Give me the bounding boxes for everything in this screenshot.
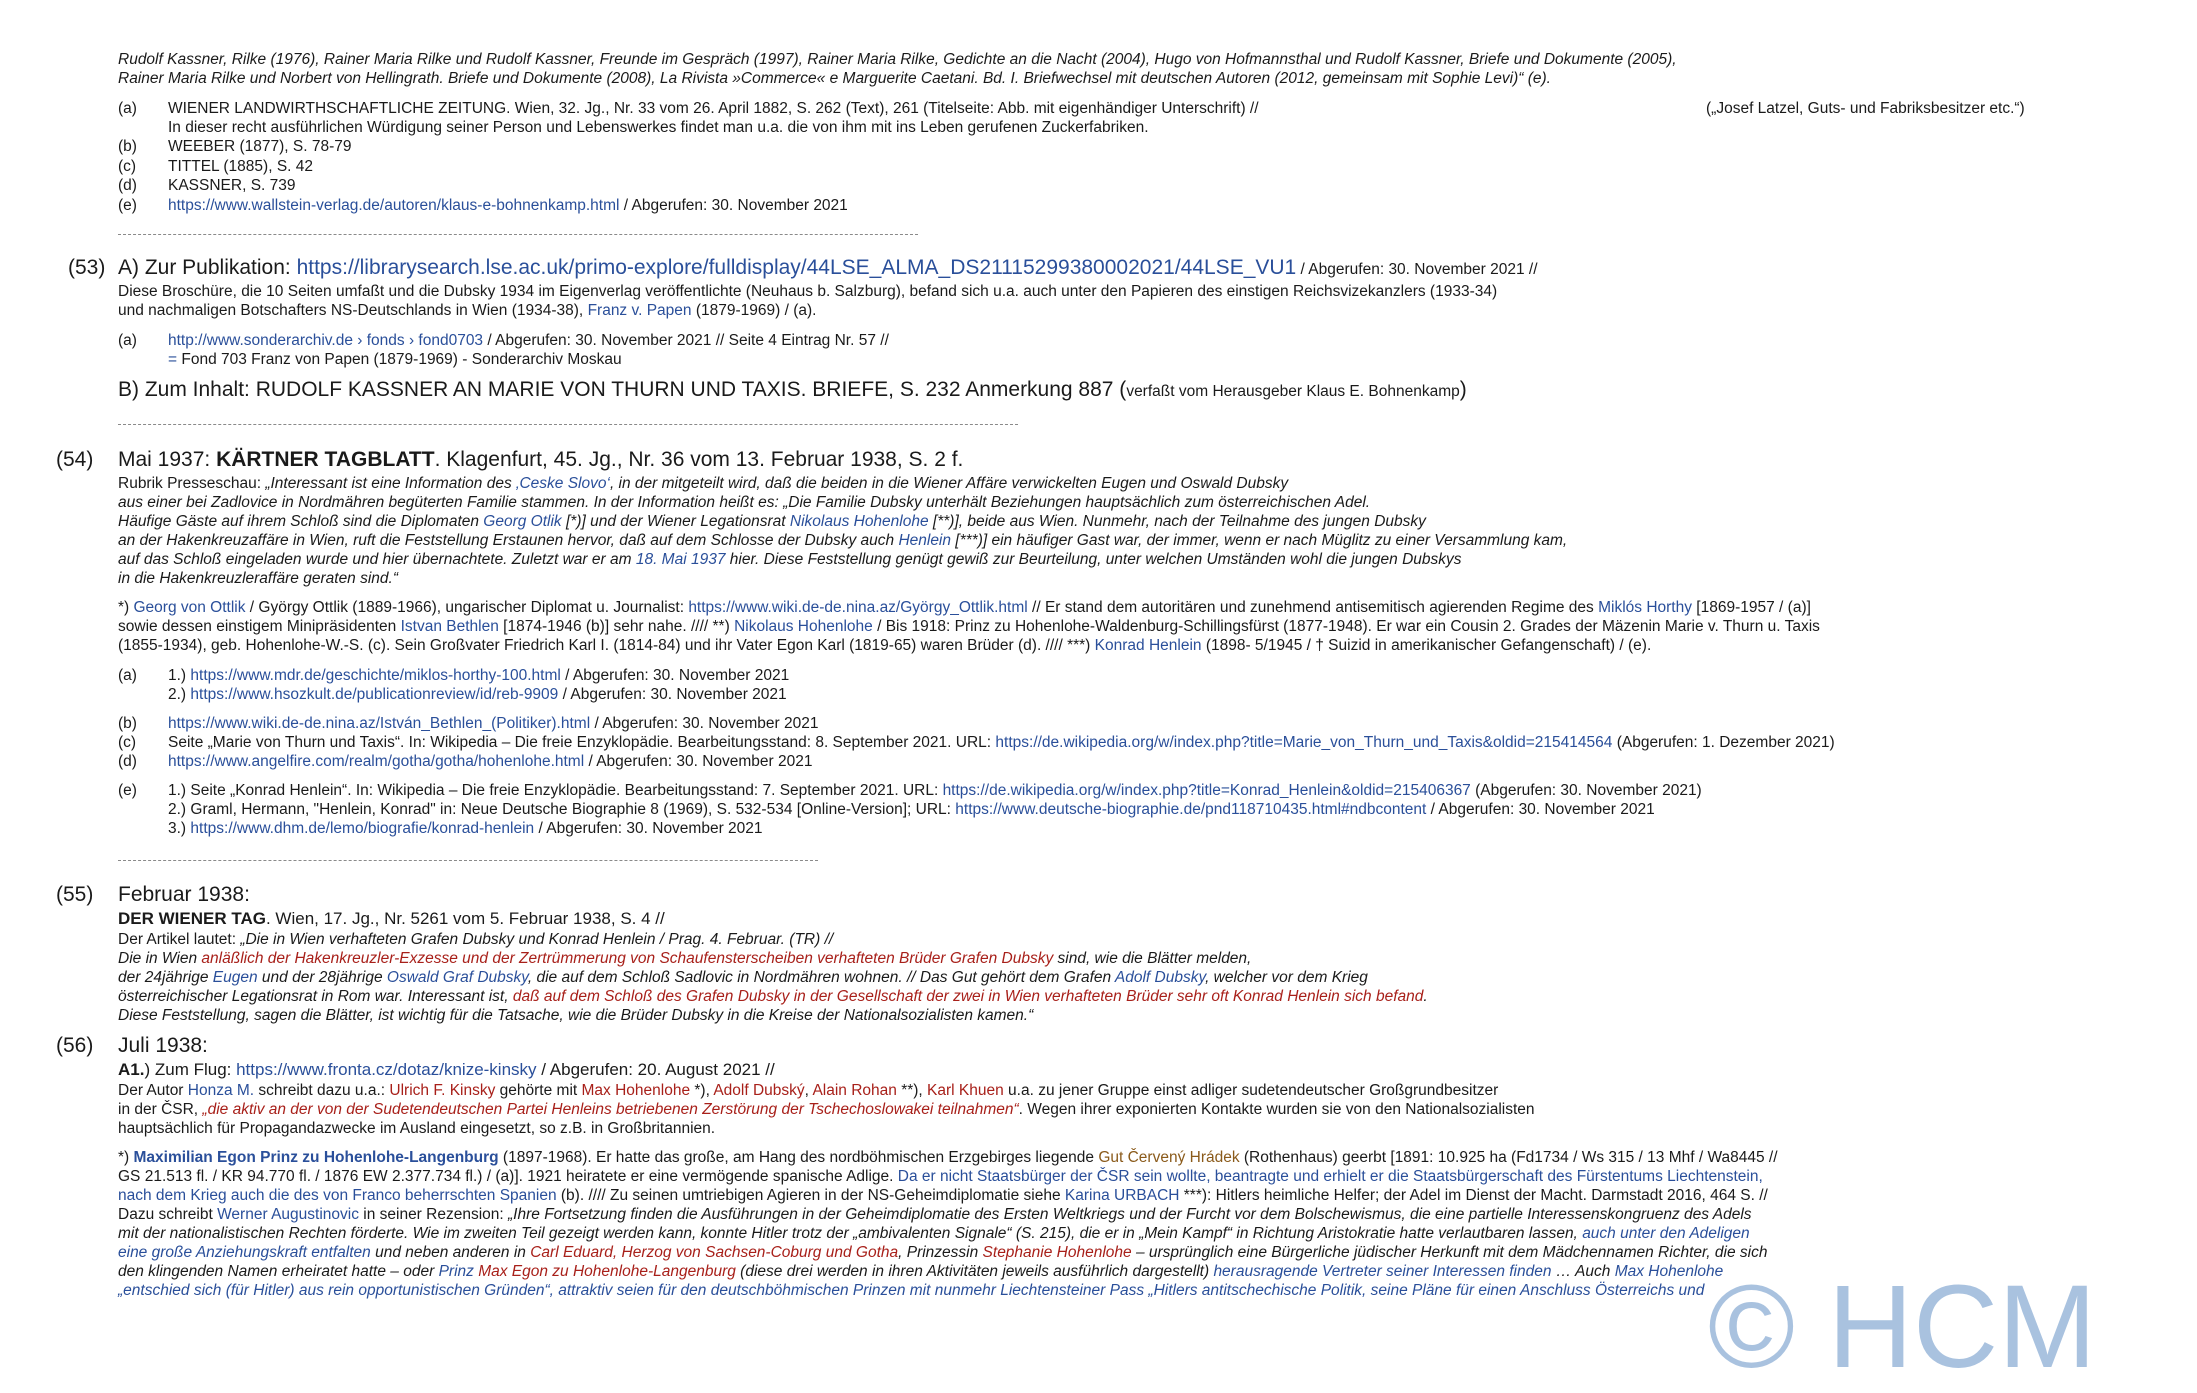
- entry-heading: Februar 1938:: [118, 883, 250, 906]
- text-line: Die in Wien anläßlich der Hakenkreuzler-Exzesse und der Zertrümmerung von Schaufensterscheiben verhafteten Brüder Grafen Dubsky sind, wie die Blätter melden,: [118, 950, 1252, 967]
- divider: [118, 860, 818, 861]
- text-line: A1.) Zum Flug: https://www.fronta.cz/dotaz/knize-kinsky / Abgerufen: 20. August 2021 //: [118, 1060, 775, 1079]
- divider: [118, 424, 1018, 425]
- text-line: http://www.sonderarchiv.de › fonds › fond0703 / Abgerufen: 30. November 2021 // Seite 4 Eintrag Nr. 57 //: [168, 332, 889, 349]
- entry-number: (54): [56, 448, 94, 471]
- text-line: WEEBER (1877), S. 78-79: [168, 138, 352, 155]
- text-line: („Josef Latzel, Guts- und Fabriksbesitzer etc.“): [1706, 100, 2025, 117]
- link[interactable]: https://librarysearch.lse.ac.uk/primo-explore/fulldisplay/44LSE_ALMA_DS21115299380002021/44LSE_VU1: [296, 256, 1297, 279]
- text-line: auf das Schloß eingeladen wurde und hier übernachtete. Zuletzt war er am 18. Mai 1937 hier. Diese Feststellung genügt gewiß zur Beurteilung, unter welchen Umständen wohl die jungen Dubskys: [118, 551, 1462, 568]
- text-line: *) Georg von Ottlik / György Ottlik (1889-1966), ungarischer Diplomat u. Journalist: https://www.wiki.de-de.nina.az/György_Ottlik.html // Er stand dem autoritären und zunehmend antisemitisch agierenden Regime des Miklós Horthy [1869-1957 / (a)]: [118, 599, 1811, 616]
- text-line: In dieser recht ausführlichen Würdigung seiner Person und Lebenswerkes findet man u.a. die von ihm mit ins Leben gerufenen Zuckerfabriken.: [168, 119, 1149, 136]
- footnote-label: (b): [118, 138, 137, 155]
- person-link[interactable]: Nikolaus Hohenlohe: [734, 618, 873, 635]
- text-line: und nachmaligen Botschafters NS-Deutschlands in Wien (1934-38), Franz v. Papen (1879-1969) / (a).: [118, 302, 817, 319]
- text-line: sowie dessen einstigem Minipräsidenten Istvan Bethlen [1874-1946 (b)] sehr nahe. //// **) Nikolaus Hohenlohe / Bis 1918: Prinz zu Hohenlohe-Waldenburg-Schillingsfürst (1877-1948). Er war ein Cousin 2. Grades der Mäzenin Marie v. Thurn u. Taxis: [118, 618, 1820, 635]
- text-line: WIENER LANDWIRTHSCHAFTLICHE ZEITUNG. Wien, 32. Jg., Nr. 33 vom 26. April 1882, S. 262 (Text), 261 (Titelseite: Abb. mit eigenhändiger Unterschrift) //: [168, 100, 1259, 117]
- text-line: DER WIENER TAG. Wien, 17. Jg., Nr. 5261 vom 5. Februar 1938, S. 4 //: [118, 909, 665, 928]
- link[interactable]: https://de.wikipedia.org/w/index.php?title=Konrad_Henlein&oldid=215406367: [942, 782, 1471, 799]
- text-line: „entschied sich (für Hitler) aus rein opportunistischen Gründen“, attraktiv seien für den deutschböhmischen Prinzen mit nunmehr Liechtensteiner Pass „Hitlers antitschechische Politik, seine Pläne für einen Anschluss Österreichs und: [118, 1282, 1705, 1299]
- link[interactable]: https://www.angelfire.com/realm/gotha/gotha/hohenlohe.html: [168, 753, 585, 770]
- link[interactable]: https://www.wallstein-verlag.de/autoren/klaus-e-bohnenkamp.html: [168, 197, 620, 214]
- link[interactable]: https://www.hsozkult.de/publicationreview/id/reb-9909: [190, 686, 559, 703]
- link[interactable]: https://de.wikipedia.org/w/index.php?title=Marie_von_Thurn_und_Taxis&oldid=215414564: [995, 734, 1613, 751]
- text-line: (1855-1934), geb. Hohenlohe-W.-S. (c). Sein Großvater Friedrich Karl I. (1814-84) und ihr Vater Egon Karl (1819-65) waren Brüder (d). //// ***) Konrad Henlein (1898- 5/1945 / † Suizid in amerikanischer Gefangenschaft) / (e).: [118, 637, 1652, 654]
- footnote-label: (c): [118, 158, 137, 175]
- footnote-label: (b): [118, 715, 137, 732]
- footnote-label: (e): [118, 197, 137, 214]
- text-line: 1.) Seite „Konrad Henlein“. In: Wikipedia – Die freie Enzyklopädie. Bearbeitungsstand: 7. September 2021. URL: https://de.wikipedia.org/w/index.php?title=Konrad_Henlein&oldid=215406367 (Abgerufen: 30. November 2021): [168, 782, 1702, 799]
- text-line: nach dem Krieg auch die des von Franco beherrschten Spanien (b). //// Zu seinen umtriebigen Agieren in der NS-Geheimdiplomatie siehe Karina URBACH ***): Hitlers heimliche Helfer; der Adel im Dienst der Macht. Darmstadt 2016, 464 S. //: [118, 1187, 1768, 1204]
- text-line: Diese Broschüre, die 10 Seiten umfaßt und die Dubsky 1934 im Eigenverlag veröffentlichte (Neuhaus b. Salzburg), befand sich u.a. auch unter den Papieren des einstigen Reichsvizekanzlers (1933-34): [118, 283, 1498, 300]
- text-line: aus einer bei Zadlovice in Nordmähren begüterten Familie stammen. In der Information heißt es: „Die Familie Dubsky unterhält Beziehungen hauptsächlich zum österreichischen Adel.: [118, 494, 1371, 511]
- footnote-label: (a): [118, 332, 137, 349]
- link[interactable]: https://www.fronta.cz/dotaz/knize-kinsky: [236, 1060, 537, 1079]
- text-line: *) Maximilian Egon Prinz zu Hohenlohe-Langenburg (1897-1968). Er hatte das große, am Hang des nordböhmischen Erzgebirges liegende Gut Červený Hrádek (Rothenhaus) geerbt [1891: 10.925 ha (Fd1734 / Ws 315 / 13 Mhf / Wa8445 //: [118, 1149, 1778, 1166]
- divider: [118, 234, 918, 235]
- link[interactable]: https://www.wiki.de-de.nina.az/György_Ottlik.html: [688, 599, 1028, 616]
- link[interactable]: http://www.sonderarchiv.de › fonds › fond0703: [168, 332, 484, 349]
- watermark: © HCM: [1708, 1261, 2097, 1393]
- text-line: https://www.angelfire.com/realm/gotha/gotha/hohenlohe.html / Abgerufen: 30. November 2021: [168, 753, 813, 770]
- person-link[interactable]: Georg Otlik: [483, 513, 562, 530]
- person-link[interactable]: Georg von Ottlik: [133, 599, 246, 616]
- link[interactable]: https://www.wiki.de-de.nina.az/István_Bethlen_(Politiker).html: [168, 715, 591, 732]
- text-line: an der Hakenkreuzaffäre in Wien, ruft die Feststellung Erstaunen hervor, daß auf dem Schlosse der Dubsky auch Henlein [***)] ein häufiger Gast war, der immer, wenn er nach Müglitz zu einer Versammlung kam,: [118, 532, 1568, 549]
- person-link[interactable]: Konrad Henlein: [1094, 637, 1202, 654]
- text-line: 2.) Graml, Hermann, "Henlein, Konrad" in: Neue Deutsche Biographie 8 (1969), S. 532-534 [Online-Version]; URL: https://www.deutsche-biographie.de/pnd118710435.html#ndbcontent / Abgerufen: 30. November 2021: [168, 801, 1655, 818]
- text-line: https://www.wallstein-verlag.de/autoren/klaus-e-bohnenkamp.html / Abgerufen: 30. November 2021: [168, 197, 848, 214]
- person-link[interactable]: Istvan Bethlen: [400, 618, 499, 635]
- text-line: der 24jährige Eugen und der 28jährige Oswald Graf Dubsky, die auf dem Schloß Sadlovic in Nordmähren wohnen. // Das Gut gehört dem Grafen Adolf Dubsky, welcher vor dem Krieg: [118, 969, 1368, 986]
- text-line: Rudolf Kassner, Rilke (1976), Rainer Maria Rilke und Rudolf Kassner, Freunde im Gespräch (1997), Rainer Maria Rilke, Gedichte an die Nacht (2004), Hugo von Hofmannsthal und Rudolf Kassner, Briefe und Dokumente (2005),: [118, 51, 1677, 68]
- text-line: = Fond 703 Franz von Papen (1879-1969) - Sonderarchiv Moskau: [168, 351, 622, 368]
- text-line: TITTEL (1885), S. 42: [168, 158, 314, 175]
- entry-heading: Mai 1937: KÄRTNER TAGBLATT. Klagenfurt, 45. Jg., Nr. 36 vom 13. Februar 1938, S. 2 f.: [118, 448, 964, 471]
- person-link[interactable]: Miklós Horthy: [1598, 599, 1692, 616]
- text-line: Dazu schreibt Werner Augustinovic in seiner Rezension: „Ihre Fortsetzung finden die Ausführungen in der Geheimdiplomatie des Ersten Weltkriegs und der Furcht vor dem Bolschewismus, die eine partielle Interessenskongruenz des Adels: [118, 1206, 1752, 1223]
- entry-heading: A) Zur Publikation: https://librarysearch.lse.ac.uk/primo-explore/fulldisplay/44LSE_ALMA_DS21115299380002021/44LSE_VU1 / Abgerufen: 30. November 2021 //: [118, 256, 1538, 279]
- text-line: Häufige Gäste auf ihrem Schloß sind die Diplomaten Georg Otlik [*)] und der Wiener Legationsrat Nikolaus Hohenlohe [**)], beide aus Wien. Nunmehr, nach der Teilnahme des jungen Dubsky: [118, 513, 1426, 530]
- text-line: KASSNER, S. 739: [168, 177, 296, 194]
- person-link[interactable]: Henlein: [898, 532, 951, 549]
- footnote-label: (d): [118, 753, 137, 770]
- text-line: GS 21.513 fl. / KR 94.770 fl. / 1876 EW 2.377.734 fl.) / (a)]. 1921 heiratete er eine vermögende spanische Adlige. Da er nicht Staatsbürger der ČSR sein wollte, beantragte und erhielt er die Staatsbürgerschaft des Fürstentums Liechtenstein,: [118, 1168, 1763, 1185]
- text-line: in der ČSR, „die aktiv an der von der Sudetendeutschen Partei Henleins betriebenen Zerstörung der Tschechoslowakei teilnahmen“. Wegen ihrer exponierten Kontakte wurden sie von den Nationalsozialisten: [118, 1101, 1535, 1118]
- text-line: eine große Anziehungskraft entfalten und neben anderen in Carl Eduard, Herzog von Sachsen-Coburg und Gotha, Prinzessin Stephanie Hohenlohe – ursprünglich eine Bürgerliche jüdischer Herkunft mit dem Mädchennamen Richter, die sich: [118, 1244, 1768, 1261]
- entry-number: (53): [68, 256, 106, 279]
- text-line: hauptsächlich für Propagandazwecke im Ausland eingesetzt, so z.B. in Großbritannien.: [118, 1120, 716, 1137]
- text-line: Der Artikel lautet: „Die in Wien verhafteten Grafen Dubsky und Konrad Henlein / Prag. 4. Februar. (TR) //: [118, 931, 834, 948]
- text-line: Diese Feststellung, sagen die Blätter, ist wichtig für die Tatsache, wie die Brüder Dubsky in die Kreise der Nationalsozialisten kamen.“: [118, 1007, 1034, 1024]
- entry-heading: B) Zum Inhalt: RUDOLF KASSNER AN MARIE VON THURN UND TAXIS. BRIEFE, S. 232 Anmerkung 887 (verfaßt vom Herausgeber Klaus E. Bohnenkamp): [118, 378, 1467, 401]
- entry-heading: Juli 1938:: [118, 1034, 208, 1057]
- text-line: Rainer Maria Rilke und Norbert von Hellingrath. Briefe und Dokumente (2008), La Rivista »Commerce« e Marguerite Caetani. Bd. I. Briefwechsel mit deutschen Autoren (2012, gemeinsam mit Sophie Levi)“ (e).: [118, 70, 1551, 87]
- link[interactable]: https://www.mdr.de/geschichte/miklos-horthy-100.html: [190, 667, 561, 684]
- link[interactable]: https://www.deutsche-biographie.de/pnd118710435.html#ndbcontent: [955, 801, 1427, 818]
- person-link[interactable]: Franz v. Papen: [587, 302, 692, 319]
- text-line: 3.) https://www.dhm.de/lemo/biografie/konrad-henlein / Abgerufen: 30. November 2021: [168, 820, 763, 837]
- person-link[interactable]: Nikolaus Hohenlohe: [789, 513, 929, 530]
- footnote-label: (e): [118, 782, 137, 799]
- footnote-label: (a): [118, 667, 137, 684]
- link[interactable]: https://www.dhm.de/lemo/biografie/konrad-henlein: [190, 820, 535, 837]
- footnote-label: (d): [118, 177, 137, 194]
- text-line: 1.) https://www.mdr.de/geschichte/miklos-horthy-100.html / Abgerufen: 30. November 2021: [168, 667, 790, 684]
- text-line: https://www.wiki.de-de.nina.az/István_Bethlen_(Politiker).html / Abgerufen: 30. November 2021: [168, 715, 819, 732]
- text-line: Der Autor Honza M. schreibt dazu u.a.: Ulrich F. Kinsky gehörte mit Max Hohenlohe *), Adolf Dubský, Alain Rohan **), Karl Khuen u.a. zu jener Gruppe einst adliger sudetendeutscher Großgrundbesitzer: [118, 1082, 1499, 1099]
- text-line: in die Hakenkreuzleraffäre geraten sind.“: [118, 570, 399, 587]
- footnote-label: (c): [118, 734, 137, 751]
- text-line: Rubrik Presseschau: „Interessant ist eine Information des ‚Ceske Slovo‘, in der mitgeteilt wird, daß die beiden in die Wiener Affäre verwickelten Eugen und Oswald Dubsky: [118, 475, 1289, 492]
- text-line: 2.) https://www.hsozkult.de/publicationreview/id/reb-9909 / Abgerufen: 30. November 2021: [168, 686, 787, 703]
- entry-number: (56): [56, 1034, 94, 1057]
- entry-number: (55): [56, 883, 94, 906]
- footnote-label: (a): [118, 100, 137, 117]
- text-line: den klingenden Namen erheiratet hatte – oder Prinz Max Egon zu Hohenlohe-Langenburg (diese drei werden in ihren Aktivitäten jeweils ausführlich dargestellt) herausragende Vertreter seiner Interessen finden … Auch Max Hohenlohe: [118, 1263, 1724, 1280]
- text-line: Seite „Marie von Thurn und Taxis“. In: Wikipedia – Die freie Enzyklopädie. Bearbeitungsstand: 8. September 2021. URL: https://de.wikipedia.org/w/index.php?title=Marie_von_Thurn_und_Taxis&oldid=215414564 (Abgerufen: 1. Dezember 2021): [168, 734, 1835, 751]
- text-line: österreichischer Legationsrat in Rom war. Interessant ist, daß auf dem Schloß des Grafen Dubsky in der Gesellschaft der zwei in Wien verhafteten Brüder sehr oft Konrad Henlein sich befand.: [118, 988, 1428, 1005]
- text-line: mit der nationalistischen Rechten förderte. Wie im zweiten Teil gezeigt werden kann, konnte Hitler trotz der „ambivalenten Signale“ (S. 215), die er in „Mein Kampf“ in Richtung Aristokratie hatte verlautbaren lassen, auch unter den Adeligen: [118, 1225, 1750, 1242]
